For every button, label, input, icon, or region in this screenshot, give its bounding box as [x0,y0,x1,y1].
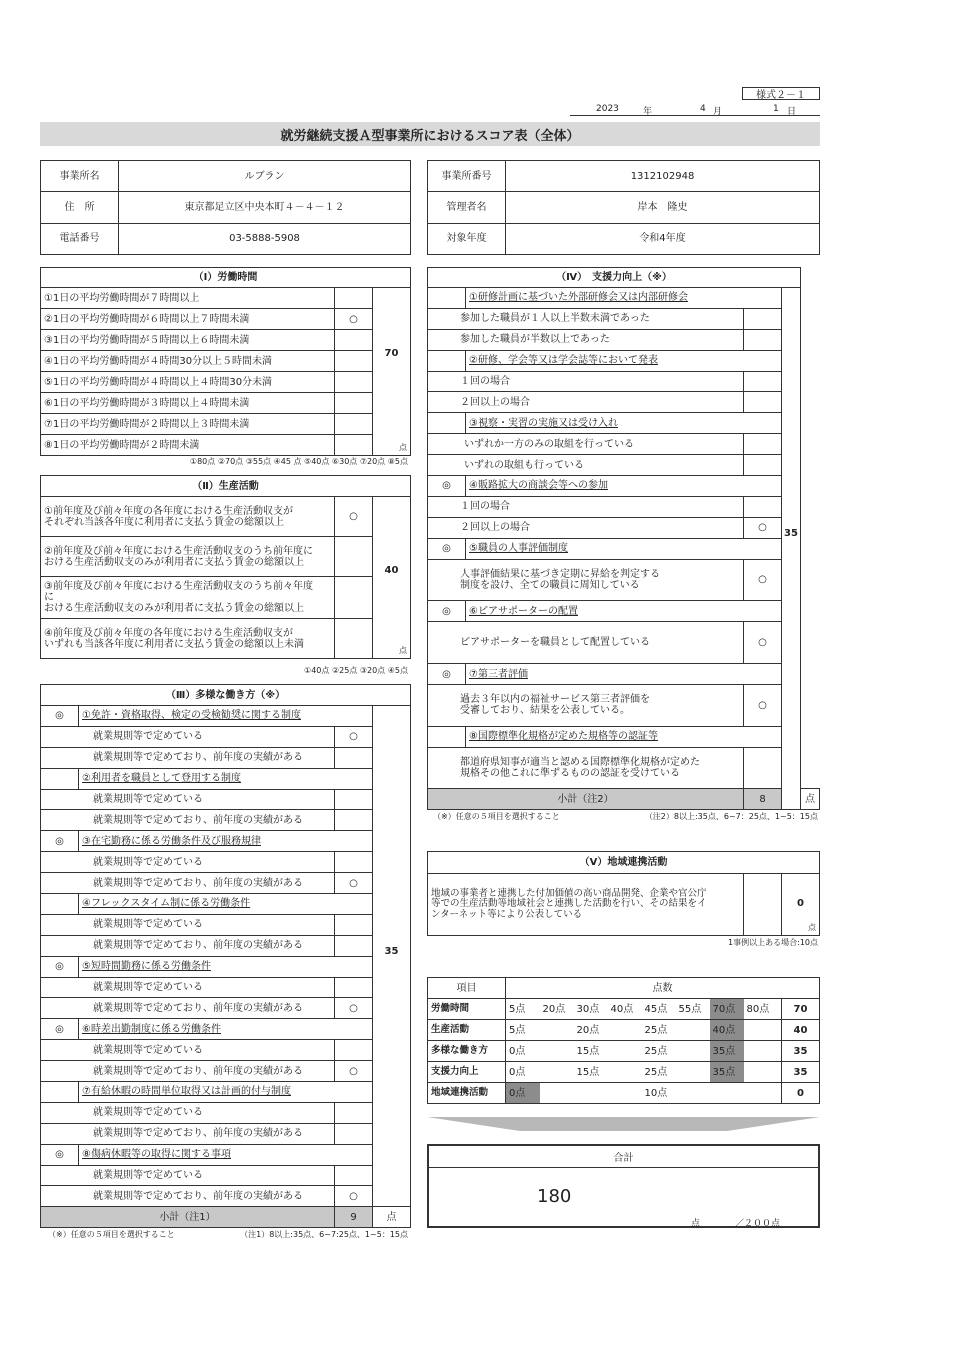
sec4-mark [744,434,782,455]
sec2-item-1-line1: ①前年度及び前々年度の各年度における生産活動収支が [44,505,293,517]
sec3-mark: ○ [335,998,373,1019]
sec4-select-mark [428,726,466,747]
total-label: 合計 [429,1146,818,1168]
sec3-row: 就業規則等で定めている [41,1040,335,1061]
sec3-row: 就業規則等で定めており、前年度の実績がある [41,873,335,894]
sec4-tall-line1: 都道府県知事が適当と認める国際標準化規格が定めた [460,757,700,769]
sec3-mark: ○ [335,1186,373,1207]
summary-cell: 70点 [710,999,744,1020]
summary-row-label: 地域連携活動 [428,1083,506,1104]
sec4-group-head: ④販路拡大の商談会等への参加 [466,476,782,497]
summary-cell [540,1041,574,1062]
summary-body [428,999,820,1104]
sec4-unit: 点 [801,789,820,810]
sec5-unit: 点 [808,923,816,933]
sec3-row: 就業規則等で定めており、前年度の実績がある [41,935,335,956]
summary-cell: 25点 [642,1062,676,1083]
sec3-group-head: ①免許・資格取得、検定の受検勧奨に関する制度 [79,706,373,727]
summary-cell: 5点 [506,999,540,1020]
sec3-mark [335,852,373,873]
section-2-title: （Ⅱ）生産活動 [41,476,411,497]
sec4-select-mark: ◎ [428,601,466,622]
sec1-item: ⑧1日の平均労働時間が２時間未満 [41,435,335,456]
sec3-row: 就業規則等で定めている [41,914,335,935]
summary-cell [676,1020,710,1041]
sec1-note: ①80点 ②70点 ③55点 ④45 点 ⑤40点 ⑥30点 ⑦20点 ⑧5点 [189,457,408,466]
summary-cell: 40点 [710,1020,744,1041]
sec3-group-head: ②利用者を職員として登用する制度 [79,768,373,789]
summary-cell: 0点 [506,1041,540,1062]
sec1-mark [335,414,373,435]
sec4-mark [744,392,782,413]
sec4-group-head: ⑥ピアサポーターの配置 [466,601,782,622]
summary-row-total: 40 [782,1020,820,1041]
sec4-tall-line1: 過去３年以内の福祉サービス第三者評価を [460,694,650,706]
total-value: 180 [537,1186,572,1207]
section-4-table [427,267,820,810]
summary-cell: 10点 [642,1083,676,1104]
sec4-mark [744,455,782,476]
sec3-subtotal: 9 [335,1207,373,1228]
sec4-tall-line2: 規格その他これに準ずるものの認証を受けている [460,768,680,780]
summary-cell: 0点 [506,1062,540,1083]
sec3-row: 就業規則等で定めており、前年度の実績がある [41,747,335,768]
sec5-text [428,874,744,936]
sec3-row: 就業規則等で定めている [41,1165,335,1186]
sec3-row: 就業規則等で定めている [41,852,335,873]
summary-cell: 20点 [574,1020,608,1041]
summary-row-total: 35 [782,1062,820,1083]
sec3-row: 就業規則等で定めている [41,726,335,747]
summary-cell: 20点 [540,999,574,1020]
summary-cell: 5点 [506,1020,540,1041]
sec4-row: いずれか一方のみの取組を行っている [428,434,744,455]
sec4-row: 参加した職員が半数以上であった [428,329,744,350]
sec4-tall-line1: 人事評価結果に基づき定期に昇給を判定する [460,568,660,580]
summary-cell: 25点 [642,1041,676,1062]
sec3-mark: ○ [335,873,373,894]
sec2-mark [335,619,373,659]
sec2-item-3-line3: おける生産活動収支のみが利用者に支払う賃金の総額以上 [44,603,304,614]
summary-cell [744,1041,782,1062]
sec2-item-4-line1: ④前年度及び前々年度の各年度における生産活動収支が [44,627,293,639]
sec4-subtotal-label: 小計（注2） [428,789,744,810]
summary-cell [744,1020,782,1041]
summary-cell [540,1083,574,1104]
sec4-select-mark [428,288,466,309]
sec3-select-mark [41,894,79,915]
sec2-score: 40 [384,565,399,576]
sec4-select-mark: ◎ [428,664,466,685]
summary-cell [608,1083,642,1104]
sec2-item-4-line2: いずれも当該各年度に利用者に支払う賃金の総額以上未満 [44,638,304,650]
summary-cell: 45点 [642,999,676,1020]
sec3-score-cell [373,706,411,1207]
sec4-score-cell [782,288,801,810]
section-5-table [427,851,820,936]
sec1-mark [335,288,373,309]
sec1-item: ⑤1日の平均労働時間が４時間以上４時間30分未満 [41,372,335,393]
sec3-group-head: ⑧傷病休暇等の取得に関する事項 [79,1144,373,1165]
date-line [570,102,820,116]
sec1-mark: ○ [335,309,373,330]
sec3-mark [335,789,373,810]
manager: 岸本 隆史 [506,192,820,223]
sec3-mark [335,810,373,831]
sec1-score-cell [373,288,411,456]
sec1-mark [335,351,373,372]
sec4-row: １回の場合 [428,496,744,517]
sec3-select-mark: ◎ [41,1144,79,1165]
sec3-row: 就業規則等で定めている [41,1102,335,1123]
sec3-row: 就業規則等で定めており、前年度の実績がある [41,1186,335,1207]
sec2-item-3-line1: ③前年度及び前々年度における生産活動収支のうち前々年度 [44,581,313,592]
form-id: 様式２－１ [742,87,820,100]
sec1-mark [335,372,373,393]
summary-cell: 15点 [574,1062,608,1083]
sec3-mark [335,935,373,956]
summary-cell [744,1083,782,1104]
sec4-tall-row [428,622,744,664]
date-month-label: 月 [713,107,723,117]
page-title: 就労継続支援Ａ型事業所におけるスコア表（全体） [40,122,820,146]
sec2-unit: 点 [399,646,407,656]
sec3-select-mark [41,1082,79,1103]
summary-cell: 35点 [710,1041,744,1062]
sec4-select-mark: ◎ [428,476,466,497]
summary-cell [676,1083,710,1104]
sec2-mark [335,577,373,619]
office-info-left [40,160,411,255]
section-3-title: （Ⅲ）多様な働き方（※） [41,685,411,706]
sec5-line2: 等での生産活動等地域社会と連携した活動を行い、その結果をイ [431,898,707,910]
sec3-select-mark: ◎ [41,956,79,977]
address-label: 住 所 [41,192,119,223]
total-max: ／２００点 [735,1219,781,1229]
sec2-item-1 [41,497,335,537]
summary-cell [608,1020,642,1041]
sec4-row: いずれの取組も行っている [428,455,744,476]
summary-cell [710,1083,744,1104]
sec4-mark [744,371,782,392]
sec2-item-2-line1: ②前年度及び前々年度における生産活動収支のうち前年度に [44,545,313,557]
sec3-row: 就業規則等で定めており、前年度の実績がある [41,1061,335,1082]
sec1-mark [335,330,373,351]
section-2-table [40,475,411,659]
sec4-mark: ○ [744,559,782,601]
sec2-item-2-line2: おける生産活動収支のみが利用者に支払う賃金の総額以上 [44,556,304,568]
summary-cell: 30点 [574,999,608,1020]
sec4-mark: ○ [744,517,782,538]
sec3-row: 就業規則等で定めており、前年度の実績がある [41,998,335,1019]
section-1-title: （Ⅰ）労働時間 [41,268,411,288]
phone: 03-5888-5908 [119,223,411,254]
target-year-label: 対象年度 [428,223,506,254]
sec4-note-right: （注2）8以上:35点、6~7：25点、1~5：15点 [644,812,818,821]
sec3-select-mark: ◎ [41,831,79,852]
summary-cell [676,1062,710,1083]
sec4-select-mark [428,350,466,371]
office-name: ルブラン [119,161,411,192]
sec4-mark [744,308,782,329]
section-1-table [40,267,411,456]
sec1-item: ②1日の平均労働時間が６時間以上７時間未満 [41,309,335,330]
summary-row [428,1062,820,1083]
summary-row-label: 生産活動 [428,1020,506,1041]
office-no: 1312102948 [506,161,820,192]
sec3-mark: ○ [335,726,373,747]
section-3-table [40,684,411,1228]
total-unit: 点 [691,1219,701,1229]
sec3-score: 35 [384,946,399,957]
summary-row-total: 35 [782,1041,820,1062]
sec3-group-head: ⑤短時間勤務に係る労働条件 [79,956,373,977]
sec4-mark [744,496,782,517]
sec3-select-mark [41,768,79,789]
sec4-group-head: ③視察・実習の実施又は受け入れ [466,413,782,434]
summary-row [428,999,820,1020]
sec2-item-3-line2: に [44,592,54,603]
sec5-line3: ンターネット等により公表している [431,908,583,920]
summary-cell: 80点 [744,999,782,1020]
summary-cell [608,1062,642,1083]
sec1-item: ④1日の平均労働時間が４時間30分以上５時間未満 [41,351,335,372]
sec2-note: ①40点 ②25点 ③20点 ④5点 [304,666,408,675]
sec2-item-1-line2: それぞれ当該各年度に利用者に支払う賃金の総額以上 [44,516,284,528]
sec4-tall-row [428,559,744,601]
sec4-score: 35 [784,528,798,539]
sec4-row: １回の場合 [428,371,744,392]
summary-row [428,1020,820,1041]
sec3-mark [335,1040,373,1061]
sec4-mark [744,747,782,789]
sec3-select-mark: ◎ [41,706,79,727]
sec4-select-mark: ◎ [428,538,466,559]
sec1-mark [335,393,373,414]
office-no-label: 事業所番号 [428,161,506,192]
sec4-group-head: ②研修、学会等又は学会誌等において発表 [466,350,782,371]
sec1-unit: 点 [399,443,407,453]
sec2-item-2 [41,537,335,577]
summary-cell [608,1041,642,1062]
sec3-mark [335,977,373,998]
sec1-mark [335,435,373,456]
sec3-row: 就業規則等で定めており、前年度の実績がある [41,810,335,831]
sec3-group-head: ⑥時差出勤制度に係る労働条件 [79,1019,373,1040]
summary-cell [676,1041,710,1062]
sec5-note: 1事例以上ある場合:10点 [728,938,818,947]
sec4-mark [744,329,782,350]
sec5-line1: 地域の事業者と連携した付加価値の高い商品開発、企業や官公庁 [431,887,707,899]
sec3-mark [335,914,373,935]
sec3-mark [335,1165,373,1186]
sec4-tall-row [428,747,744,789]
manager-label: 管理者名 [428,192,506,223]
section-4-title: （Ⅳ） 支援力向上（※） [428,268,801,288]
sec1-item: ⑦1日の平均労働時間が２時間以上３時間未満 [41,414,335,435]
office-name-label: 事業所名 [41,161,119,192]
target-year: 令和4年度 [506,223,820,254]
summary-cell: 0点 [506,1083,540,1104]
date-year-label: 年 [643,107,653,117]
summary-row [428,1083,820,1104]
phone-label: 電話番号 [41,223,119,254]
date-day: 1 [773,104,779,114]
total-box [427,1144,820,1228]
sec4-mark: ○ [744,684,782,726]
section-5-title: （Ⅴ）地域連携活動 [428,852,820,874]
sec1-score: 70 [384,348,399,359]
sec4-tall-line2: 制度を設け、全ての職員に周知している [460,579,640,591]
sec2-mark: ○ [335,497,373,537]
sec4-group-head: ⑤職員の人事評価制度 [466,538,782,559]
address: 東京都足立区中央本町４－４－１２ [119,192,411,223]
date-day-label: 日 [787,107,797,117]
sec1-item: ⑥1日の平均労働時間が３時間以上４時間未満 [41,393,335,414]
sec2-item-3 [41,577,335,619]
sec4-select-mark [428,413,466,434]
sec3-group-head: ③在宅勤務に係る労働条件及び服務規律 [79,831,373,852]
sec2-item-4 [41,619,335,659]
sec4-tall-line2: 受審しており、結果を公表している。 [460,705,630,717]
sec5-score: 0 [797,898,804,909]
summary-cell [744,1062,782,1083]
sec3-subtotal-label: 小計（注1） [41,1207,335,1228]
summary-row-label: 労働時間 [428,999,506,1020]
sec1-item: ③1日の平均労働時間が５時間以上６時間未満 [41,330,335,351]
summary-cell: 25点 [642,1020,676,1041]
sec4-row: ２回以上の場合 [428,392,744,413]
sec3-group-head: ⑦有給休暇の時間単位取得又は計画的付与制度 [79,1082,373,1103]
sec4-tall-line1: ピアサポーターを職員として配置している [460,637,650,649]
summary-cell: 40点 [608,999,642,1020]
summary-row-total: 70 [782,999,820,1020]
summary-cell [540,1062,574,1083]
sec1-item: ①1日の平均労働時間が７時間以上 [41,288,335,309]
sec4-group-head: ①研修計画に基づいた外部研修会又は内部研修会 [466,288,782,309]
summary-cell [574,1083,608,1104]
summary-cell: 35点 [710,1062,744,1083]
summary-cell: 55点 [676,999,710,1020]
summary-row [428,1041,820,1062]
sec5-mark-cell [744,874,782,936]
summary-table [427,977,820,1104]
sec3-mark [335,747,373,768]
sec3-row: 就業規則等で定めており、前年度の実績がある [41,1123,335,1144]
sec4-row: ２回以上の場合 [428,517,744,538]
sec3-mark [335,1102,373,1123]
sec3-select-mark: ◎ [41,1019,79,1040]
sec3-group-head: ④フレックスタイム制に係る労働条件 [79,894,373,915]
sec3-note-left: （※）任意の５項目を選択すること [48,1230,175,1239]
sec2-mark [335,537,373,577]
summary-row-label: 支援力向上 [428,1062,506,1083]
date-year: 2023 [596,104,619,114]
date-month: 4 [700,104,706,114]
sec4-mark: ○ [744,622,782,664]
sec3-unit: 点 [373,1207,411,1228]
sec4-tall-row [428,684,744,726]
summary-cell: 15点 [574,1041,608,1062]
down-arrow-icon [427,1117,820,1135]
summary-cell [540,1020,574,1041]
summary-score-header: 点数 [506,978,820,999]
sec4-subtotal: 8 [744,789,782,810]
sec3-row: 就業規則等で定めている [41,977,335,998]
sec4-group-head: ⑧国際標準化規格が定めた規格等の認証等 [466,726,782,747]
sec4-note-left: （※）任意の５項目を選択すること [433,812,560,821]
office-info-right [427,160,820,255]
summary-row-label: 多様な働き方 [428,1041,506,1062]
sec5-score-cell [782,874,820,936]
sec3-note-right: （注1）8以上:35点、6~7:25点、1~5：15点 [240,1230,408,1239]
summary-item-header: 項目 [428,978,506,999]
sec3-mark: ○ [335,1061,373,1082]
sec2-score-cell [373,497,411,659]
sec3-row: 就業規則等で定めている [41,789,335,810]
sec3-mark [335,1123,373,1144]
summary-row-total: 0 [782,1083,820,1104]
sec4-row: 参加した職員が１人以上半数未満であった [428,308,744,329]
sec4-group-head: ⑦第三者評価 [466,664,782,685]
